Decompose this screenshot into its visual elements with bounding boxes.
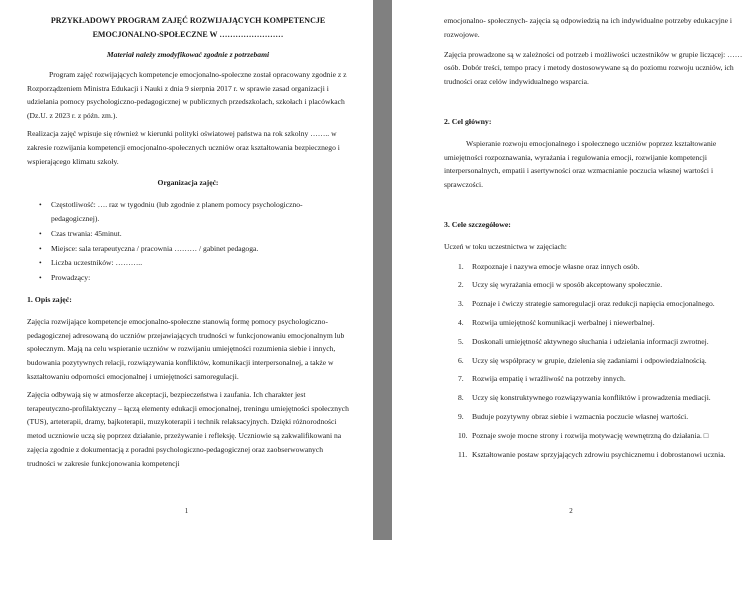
organization-list xyxy=(27,198,349,285)
document-page-2 xyxy=(392,0,750,540)
goal-text: Poznaje swoje mocne strony i rozwija motywację wewnętrzną do działania. □ xyxy=(472,430,709,440)
goal-item xyxy=(458,410,750,424)
goal-number: 9. xyxy=(458,411,464,421)
goal-text: Rozwija empatię i wrażliwość na potrzeby innych. xyxy=(472,374,626,384)
organization-item: • Liczba uczestników: ……….. xyxy=(51,256,349,270)
goal-item xyxy=(458,391,750,405)
section-2-heading: 2. Cel główny: xyxy=(444,116,492,126)
goal-number: 8. xyxy=(458,393,464,403)
goal-number: 6. xyxy=(458,355,464,365)
goal-text: Uczy się wyrażania emocji w sposób akceptowany społecznie. xyxy=(472,280,663,290)
specific-goals-list xyxy=(444,260,750,462)
goal-text: Rozwija umiejętność komunikacji werbalnej i niewerbalnej. xyxy=(472,317,655,327)
policy-paragraph: Realizacja zajęć wpisuje się również w kierunki polityki oświatowej państwa na rok szkolny …….. w zakresie rozwijania kompetencji emocjonalno-społecznych uczniów oraz kształtowania bezpiecznego i wspierającego klimatu szkoły. xyxy=(27,128,340,166)
goal-text: Rozpoznaje i nazywa emocje własne oraz innych osób. xyxy=(472,261,640,271)
organization-item: • Miejsce: sala terapeutyczna / pracownia ……… / gabinet pedagoga. xyxy=(51,242,349,256)
document-subtitle: Materiał należy zmodyfikować zgodnie z potrzebami xyxy=(106,50,270,59)
goal-item xyxy=(458,429,750,443)
document-title xyxy=(27,14,349,42)
goal-item xyxy=(458,260,750,274)
page-number: 1 xyxy=(184,507,189,515)
organization-item: • Prowadzący: xyxy=(51,271,349,285)
page-gutter xyxy=(373,0,392,604)
goal-text: Doskonali umiejętność aktywnego słuchania i udzielania informacji zwrotnej. xyxy=(472,336,709,346)
goal-text: Poznaje i ćwiczy strategie samoregulacji oraz redukcji napięcia emocjonalnego. xyxy=(472,299,715,309)
goal-text: Uczy się współpracy w grupie, dzielenia się zadaniami i odpowiedzialnością. xyxy=(472,355,707,365)
goal-text: Kształtowanie postaw sprzyjających zdrowiu psychicznemu i dobrostanowi ucznia. xyxy=(472,449,726,459)
goal-item xyxy=(458,335,750,349)
goal-text: Uczy się konstruktywnego rozwiązywania konfliktów i prowadzenia mediacji. xyxy=(472,393,711,403)
goals-intro: Uczeń w toku uczestnictwa w zajęciach: xyxy=(444,241,567,251)
title-line-2: EMOCJONALNO-SPOŁECZNE W …………………… xyxy=(92,30,284,39)
goal-item xyxy=(458,354,750,368)
goal-number: 10. xyxy=(458,430,468,440)
goal-number: 5. xyxy=(458,336,464,346)
organization-item: • Czas trwania: 45minut. xyxy=(51,227,349,241)
goal-item xyxy=(458,316,750,330)
section-1-heading: 1. Opis zajęć: xyxy=(27,294,72,304)
title-line-1: PRZYKŁADOWY PROGRAM ZAJĘĆ ROZWIJAJĄCYCH KOMPETENCJE xyxy=(50,16,326,25)
intro-paragraph: Program zajęć rozwijających kompetencje emocjonalno-społeczne został opracowany zgodnie z z Rozporządzeniem Ministra Edukacji i Nauki z dnia 9 sierpnia 2017 r. w sprawie zasad organizacji i udzielania pomocy psychologiczno-pedagogicznej w publicznych przedszkolach, szkołach i placówkach (Dz.U. z 2023 r. z późn. zm.). xyxy=(27,69,347,121)
goal-item xyxy=(458,297,750,311)
goal-number: 2. xyxy=(458,280,464,290)
document-page-1 xyxy=(0,0,373,540)
goal-item xyxy=(458,448,750,462)
section-3-heading: 3. Cele szczegółowe: xyxy=(444,219,511,229)
viewer-background xyxy=(0,540,750,604)
description-paragraph-1: Zajęcia rozwijające kompetencje emocjonalno-społeczne stanowią formę pomocy psychologiczno-pedagogicznej adresowaną do uczniów przejawiających trudności w funkcjonowaniu emocjonalnym lub społecznym. Mają na celu wspieranie uczniów w rozwijaniu umiejętności rozumienia siebie i innych, budowania pozytywnych relacji, rozwiązywania konfliktów, komunikacji interpersonalnej, a także w kształtowaniu odporności emocjonalnej i umiejętności samoregulacji. xyxy=(27,316,345,381)
goal-number: 7. xyxy=(458,374,464,384)
goal-number: 3. xyxy=(458,299,464,309)
goal-number: 1. xyxy=(458,261,464,271)
page-1-content xyxy=(27,14,349,475)
group-size-paragraph: Zajęcia prowadzone są w zależności od potrzeb i możliwości uczestników w grupie liczącej: …… osób. Dobór treści, tempo pracy i metody dostosowywane są do poziomu rozwoju uczniów, ich trudności oraz celów indywidualnego wsparcia. xyxy=(444,49,743,87)
goal-item xyxy=(458,372,750,386)
page-number: 2 xyxy=(569,507,573,515)
goal-item xyxy=(458,278,750,292)
goal-number: 4. xyxy=(458,317,464,327)
goal-number: 11. xyxy=(458,449,468,459)
description-paragraph-2: Zajęcia odbywają się w atmosferze akceptacji, bezpieczeństwa i zaufania. Ich charakter jest terapeutyczno-profilaktyczny – łączą elementy edukacji emocjonalnej, treningu umiejętności społecznych (TUS), arteterapii, dramy, bajkoterapii, muzykoterapii i technik relaksacyjnych. Dzięki różnorodności metod uczniowie uczą się poprzez działanie, przeżywanie i refleksję. Uczniowie są zakwalifikowani na zajęcia zgodnie z dokumentacją z poradni psychologiczno-pedagogicznej oraz zaobserwowanych trudności w zakresie funkcjonowania kompetencji xyxy=(27,389,349,468)
organization-item: • Częstotliwość: …. raz w tygodniu (lub zgodnie z planem pomocy psychologiczno-pedagogicznej). xyxy=(51,198,349,226)
main-goal-paragraph: Wspieranie rozwoju emocjonalnego i społecznego uczniów poprzez kształtowanie umiejętności rozpoznawania, wyrażania i regulowania emocji, rozwijanie kompetencji interpersonalnych, empatii i asertywności oraz wzmacnianie poczucia własnej wartości i sprawczości. xyxy=(444,138,717,190)
goal-text: Buduje pozytywny obraz siebie i wzmacnia poczucie własnej wartości. xyxy=(472,411,689,421)
organization-heading: Organizacja zajęć: xyxy=(157,178,219,188)
continued-paragraph: emocjonalno- społecznych- zajęcia są odpowiedzią na ich indywidualne potrzeby edukacyjne i rozwojowe. xyxy=(444,16,733,39)
page-2-content xyxy=(444,14,750,466)
